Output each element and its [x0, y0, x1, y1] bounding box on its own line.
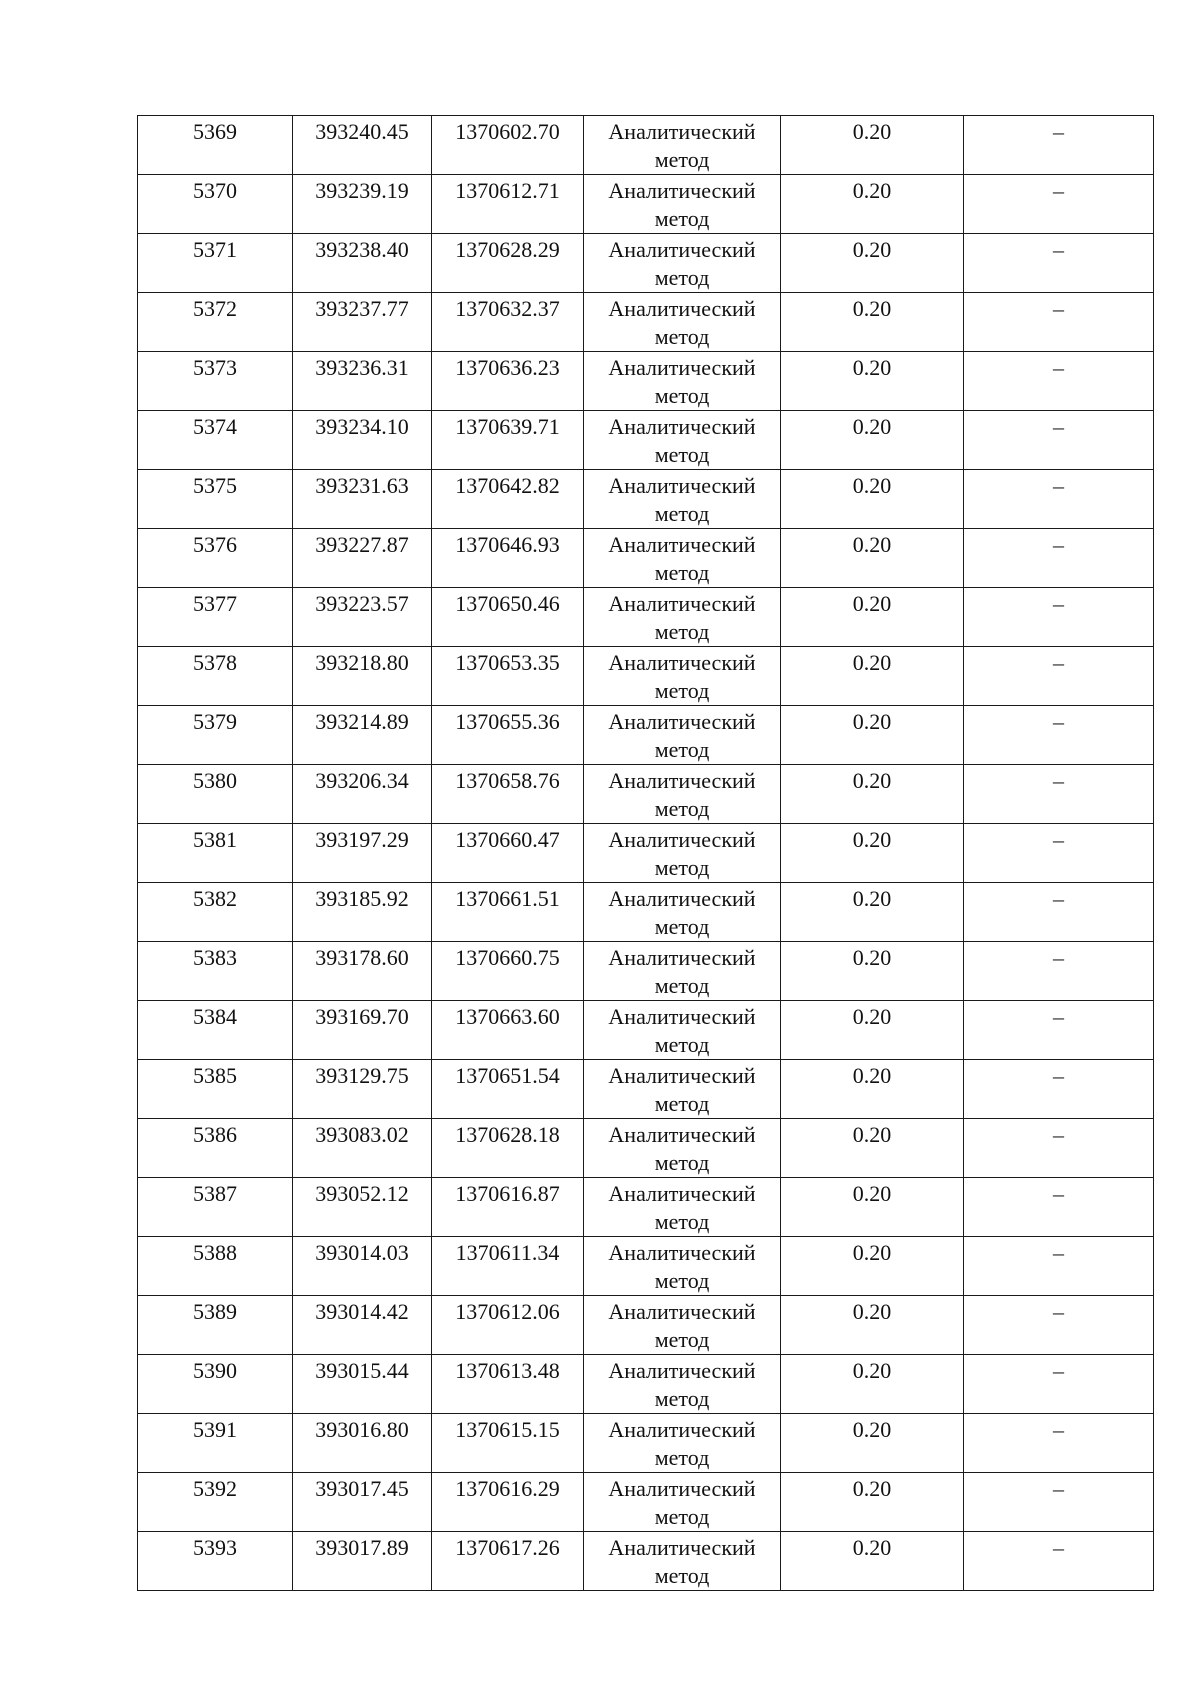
- point-number-cell: 5380: [138, 765, 293, 824]
- precision-cell: 0.20: [781, 175, 964, 234]
- y-coordinate-cell: 1370660.47: [432, 824, 584, 883]
- note-cell: –: [964, 175, 1154, 234]
- note-cell: –: [964, 706, 1154, 765]
- x-coordinate-cell: 393052.12: [293, 1178, 432, 1237]
- table-row: [138, 647, 1154, 706]
- x-coordinate-cell: 393017.45: [293, 1473, 432, 1532]
- note-cell: –: [964, 1532, 1154, 1591]
- method-cell: Аналитический метод: [584, 470, 781, 529]
- y-coordinate-cell: 1370615.15: [432, 1414, 584, 1473]
- note-cell: –: [964, 883, 1154, 942]
- table-row: [138, 1532, 1154, 1591]
- point-number-cell: 5382: [138, 883, 293, 942]
- note-cell: –: [964, 1060, 1154, 1119]
- table-row: [138, 529, 1154, 588]
- note-cell: –: [964, 1296, 1154, 1355]
- table-row: [138, 883, 1154, 942]
- precision-cell: 0.20: [781, 116, 964, 175]
- y-coordinate-cell: 1370642.82: [432, 470, 584, 529]
- method-cell: Аналитический метод: [584, 824, 781, 883]
- y-coordinate-cell: 1370655.36: [432, 706, 584, 765]
- table-row: [138, 1060, 1154, 1119]
- note-cell: –: [964, 352, 1154, 411]
- point-number-cell: 5385: [138, 1060, 293, 1119]
- method-cell: Аналитический метод: [584, 647, 781, 706]
- note-cell: –: [964, 470, 1154, 529]
- y-coordinate-cell: 1370658.76: [432, 765, 584, 824]
- note-cell: –: [964, 234, 1154, 293]
- table-row: [138, 175, 1154, 234]
- point-number-cell: 5386: [138, 1119, 293, 1178]
- y-coordinate-cell: 1370602.70: [432, 116, 584, 175]
- method-cell: Аналитический метод: [584, 1296, 781, 1355]
- x-coordinate-cell: 393129.75: [293, 1060, 432, 1119]
- point-number-cell: 5372: [138, 293, 293, 352]
- point-number-cell: 5378: [138, 647, 293, 706]
- point-number-cell: 5391: [138, 1414, 293, 1473]
- x-coordinate-cell: 393178.60: [293, 942, 432, 1001]
- x-coordinate-cell: 393014.42: [293, 1296, 432, 1355]
- point-number-cell: 5379: [138, 706, 293, 765]
- point-number-cell: 5374: [138, 411, 293, 470]
- precision-cell: 0.20: [781, 1532, 964, 1591]
- table-row: [138, 1296, 1154, 1355]
- point-number-cell: 5384: [138, 1001, 293, 1060]
- method-cell: Аналитический метод: [584, 352, 781, 411]
- y-coordinate-cell: 1370646.93: [432, 529, 584, 588]
- note-cell: –: [964, 647, 1154, 706]
- point-number-cell: 5370: [138, 175, 293, 234]
- note-cell: –: [964, 765, 1154, 824]
- x-coordinate-cell: 393214.89: [293, 706, 432, 765]
- point-number-cell: 5373: [138, 352, 293, 411]
- x-coordinate-cell: 393223.57: [293, 588, 432, 647]
- precision-cell: 0.20: [781, 647, 964, 706]
- point-number-cell: 5389: [138, 1296, 293, 1355]
- precision-cell: 0.20: [781, 293, 964, 352]
- note-cell: –: [964, 588, 1154, 647]
- table-row: [138, 293, 1154, 352]
- note-cell: –: [964, 293, 1154, 352]
- precision-cell: 0.20: [781, 352, 964, 411]
- note-cell: –: [964, 1178, 1154, 1237]
- note-cell: –: [964, 1473, 1154, 1532]
- y-coordinate-cell: 1370650.46: [432, 588, 584, 647]
- table-row: [138, 234, 1154, 293]
- x-coordinate-cell: 393239.19: [293, 175, 432, 234]
- method-cell: Аналитический метод: [584, 234, 781, 293]
- table-row: [138, 765, 1154, 824]
- x-coordinate-cell: 393017.89: [293, 1532, 432, 1591]
- point-number-cell: 5381: [138, 824, 293, 883]
- point-number-cell: 5392: [138, 1473, 293, 1532]
- y-coordinate-cell: 1370651.54: [432, 1060, 584, 1119]
- precision-cell: 0.20: [781, 1355, 964, 1414]
- table-row: [138, 588, 1154, 647]
- x-coordinate-cell: 393197.29: [293, 824, 432, 883]
- point-number-cell: 5383: [138, 942, 293, 1001]
- y-coordinate-cell: 1370611.34: [432, 1237, 584, 1296]
- table-row: [138, 824, 1154, 883]
- x-coordinate-cell: 393206.34: [293, 765, 432, 824]
- point-number-cell: 5371: [138, 234, 293, 293]
- note-cell: –: [964, 824, 1154, 883]
- point-number-cell: 5377: [138, 588, 293, 647]
- precision-cell: 0.20: [781, 1060, 964, 1119]
- method-cell: Аналитический метод: [584, 883, 781, 942]
- method-cell: Аналитический метод: [584, 706, 781, 765]
- precision-cell: 0.20: [781, 706, 964, 765]
- method-cell: Аналитический метод: [584, 1473, 781, 1532]
- method-cell: Аналитический метод: [584, 1001, 781, 1060]
- note-cell: –: [964, 529, 1154, 588]
- table-row: [138, 352, 1154, 411]
- table-row: [138, 1001, 1154, 1060]
- precision-cell: 0.20: [781, 942, 964, 1001]
- method-cell: Аналитический метод: [584, 588, 781, 647]
- coordinates-table-body: [138, 116, 1154, 1591]
- x-coordinate-cell: 393015.44: [293, 1355, 432, 1414]
- y-coordinate-cell: 1370632.37: [432, 293, 584, 352]
- x-coordinate-cell: 393014.03: [293, 1237, 432, 1296]
- note-cell: –: [964, 1355, 1154, 1414]
- method-cell: Аналитический метод: [584, 1237, 781, 1296]
- x-coordinate-cell: 393169.70: [293, 1001, 432, 1060]
- point-number-cell: 5390: [138, 1355, 293, 1414]
- y-coordinate-cell: 1370636.23: [432, 352, 584, 411]
- x-coordinate-cell: 393227.87: [293, 529, 432, 588]
- precision-cell: 0.20: [781, 234, 964, 293]
- method-cell: Аналитический метод: [584, 942, 781, 1001]
- point-number-cell: 5369: [138, 116, 293, 175]
- table-row: [138, 1414, 1154, 1473]
- method-cell: Аналитический метод: [584, 765, 781, 824]
- method-cell: Аналитический метод: [584, 116, 781, 175]
- method-cell: Аналитический метод: [584, 1119, 781, 1178]
- y-coordinate-cell: 1370663.60: [432, 1001, 584, 1060]
- precision-cell: 0.20: [781, 1237, 964, 1296]
- precision-cell: 0.20: [781, 1001, 964, 1060]
- y-coordinate-cell: 1370661.51: [432, 883, 584, 942]
- point-number-cell: 5388: [138, 1237, 293, 1296]
- x-coordinate-cell: 393218.80: [293, 647, 432, 706]
- note-cell: –: [964, 116, 1154, 175]
- method-cell: Аналитический метод: [584, 411, 781, 470]
- y-coordinate-cell: 1370628.29: [432, 234, 584, 293]
- x-coordinate-cell: 393231.63: [293, 470, 432, 529]
- point-number-cell: 5387: [138, 1178, 293, 1237]
- note-cell: –: [964, 1237, 1154, 1296]
- table-row: [138, 706, 1154, 765]
- point-number-cell: 5376: [138, 529, 293, 588]
- y-coordinate-cell: 1370616.87: [432, 1178, 584, 1237]
- x-coordinate-cell: 393240.45: [293, 116, 432, 175]
- method-cell: Аналитический метод: [584, 293, 781, 352]
- y-coordinate-cell: 1370616.29: [432, 1473, 584, 1532]
- precision-cell: 0.20: [781, 765, 964, 824]
- table-row: [138, 411, 1154, 470]
- y-coordinate-cell: 1370612.06: [432, 1296, 584, 1355]
- precision-cell: 0.20: [781, 1414, 964, 1473]
- y-coordinate-cell: 1370639.71: [432, 411, 584, 470]
- method-cell: Аналитический метод: [584, 1532, 781, 1591]
- precision-cell: 0.20: [781, 470, 964, 529]
- precision-cell: 0.20: [781, 411, 964, 470]
- method-cell: Аналитический метод: [584, 529, 781, 588]
- note-cell: –: [964, 1414, 1154, 1473]
- table-row: [138, 1119, 1154, 1178]
- point-number-cell: 5393: [138, 1532, 293, 1591]
- precision-cell: 0.20: [781, 883, 964, 942]
- table-row: [138, 1473, 1154, 1532]
- table-row: [138, 470, 1154, 529]
- table-row: [138, 116, 1154, 175]
- table-row: [138, 1355, 1154, 1414]
- method-cell: Аналитический метод: [584, 1355, 781, 1414]
- precision-cell: 0.20: [781, 1119, 964, 1178]
- precision-cell: 0.20: [781, 1473, 964, 1532]
- y-coordinate-cell: 1370628.18: [432, 1119, 584, 1178]
- precision-cell: 0.20: [781, 824, 964, 883]
- method-cell: Аналитический метод: [584, 1178, 781, 1237]
- note-cell: –: [964, 942, 1154, 1001]
- x-coordinate-cell: 393185.92: [293, 883, 432, 942]
- y-coordinate-cell: 1370617.26: [432, 1532, 584, 1591]
- coordinates-table: [137, 115, 1154, 1591]
- precision-cell: 0.20: [781, 1178, 964, 1237]
- table-row: [138, 1237, 1154, 1296]
- table-row: [138, 1178, 1154, 1237]
- precision-cell: 0.20: [781, 529, 964, 588]
- y-coordinate-cell: 1370612.71: [432, 175, 584, 234]
- method-cell: Аналитический метод: [584, 1414, 781, 1473]
- method-cell: Аналитический метод: [584, 1060, 781, 1119]
- x-coordinate-cell: 393234.10: [293, 411, 432, 470]
- method-cell: Аналитический метод: [584, 175, 781, 234]
- x-coordinate-cell: 393016.80: [293, 1414, 432, 1473]
- precision-cell: 0.20: [781, 1296, 964, 1355]
- y-coordinate-cell: 1370613.48: [432, 1355, 584, 1414]
- point-number-cell: 5375: [138, 470, 293, 529]
- x-coordinate-cell: 393237.77: [293, 293, 432, 352]
- y-coordinate-cell: 1370653.35: [432, 647, 584, 706]
- x-coordinate-cell: 393083.02: [293, 1119, 432, 1178]
- y-coordinate-cell: 1370660.75: [432, 942, 584, 1001]
- x-coordinate-cell: 393236.31: [293, 352, 432, 411]
- note-cell: –: [964, 411, 1154, 470]
- table-row: [138, 942, 1154, 1001]
- note-cell: –: [964, 1119, 1154, 1178]
- x-coordinate-cell: 393238.40: [293, 234, 432, 293]
- precision-cell: 0.20: [781, 588, 964, 647]
- note-cell: –: [964, 1001, 1154, 1060]
